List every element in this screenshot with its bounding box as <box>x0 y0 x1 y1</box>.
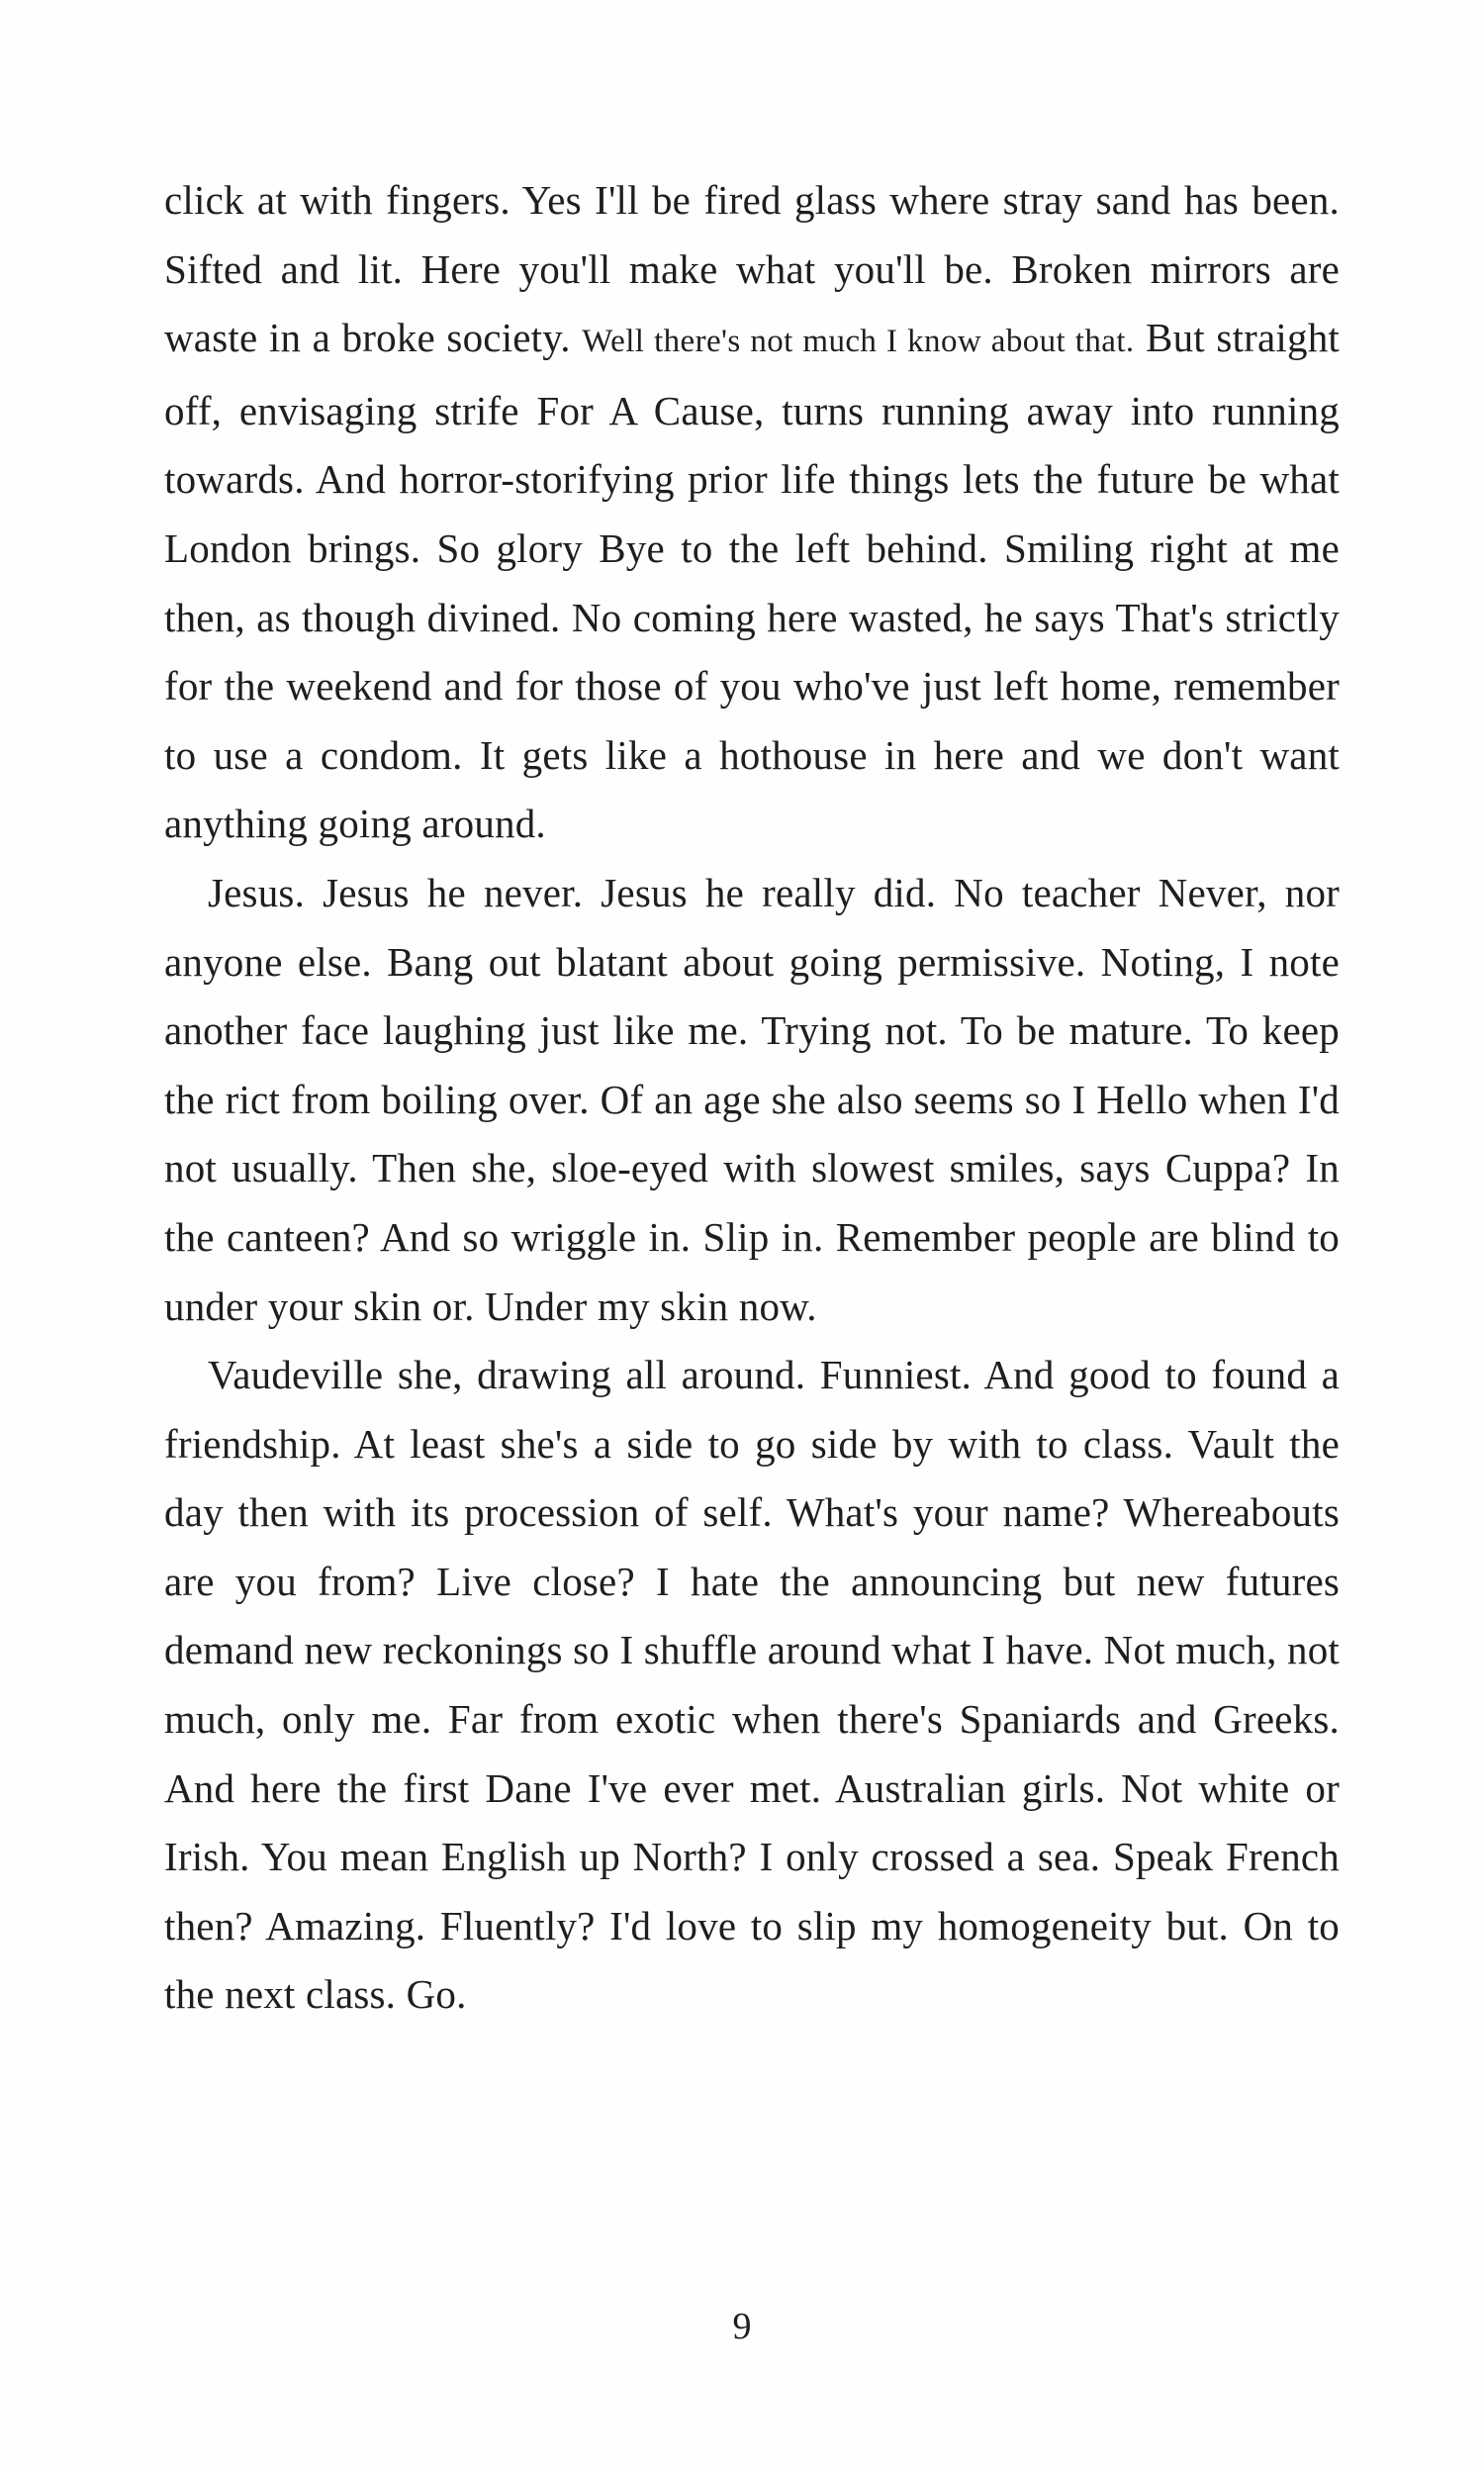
paragraph-2-text: Jesus. Jesus he never. Jesus he really did. No teacher Never, nor anyone else. Bang out blatant about going permissive. Noting, I note another face laughing just like me. Trying not. To be mature. To keep the rict from boiling over. Of an age she also seems so I Hello when I'd not usually. Then she, sloe-eyed with slowest smiles, says Cuppa? In the canteen? And so wriggle in. Slip in. Remember people are blind to under your skin or. Under my skin now. <box>164 869 1340 1329</box>
paragraph-3 <box>164 1341 1340 2030</box>
paragraph-1-small-text: Well there's not much I know about that. <box>582 324 1135 360</box>
page-number: 9 <box>732 2306 752 2347</box>
paragraph-1-text-1: click at with fingers. Yes I'll be fired glass where stray sand has been. Sifted and lit. Here you'll make what you'll be. Broken mirrors are waste in a broke society. <box>164 177 1340 361</box>
paragraph-2 <box>164 859 1340 1341</box>
body-text <box>164 166 1340 2030</box>
paragraph-1 <box>164 166 1340 859</box>
paragraph-3-text: Vaudeville she, drawing all around. Funniest. And good to found a friendship. At least she's a side to go side by with to class. Vault the day then with its procession of self. What's your name? Whereabouts are you from? Live close? I hate the announcing but new futures demand new reckonings so I shuffle around what I have. Not much, not much, only me. Far from exotic when there's Spaniards and Greeks. And here the first Dane I've ever met. Australian girls. Not white or Irish. You mean English up North? I only crossed a sea. Speak French then? Amazing. Fluently? I'd love to slip my homogeneity but. On to the next class. Go. <box>164 1352 1340 2018</box>
paragraph-1-text-2: But straight off, envisaging strife For A Cause, turns running away into running towards. And horror-storifying prior life things lets the future be what London brings. So glory Bye to the left behind. Smiling right at me then, as though divined. No coming here wasted, he says That's strictly for the weekend and for those of you who've just left home, remember to use a condom. It gets like a hothouse in here and we don't want anything going around. <box>164 315 1340 847</box>
